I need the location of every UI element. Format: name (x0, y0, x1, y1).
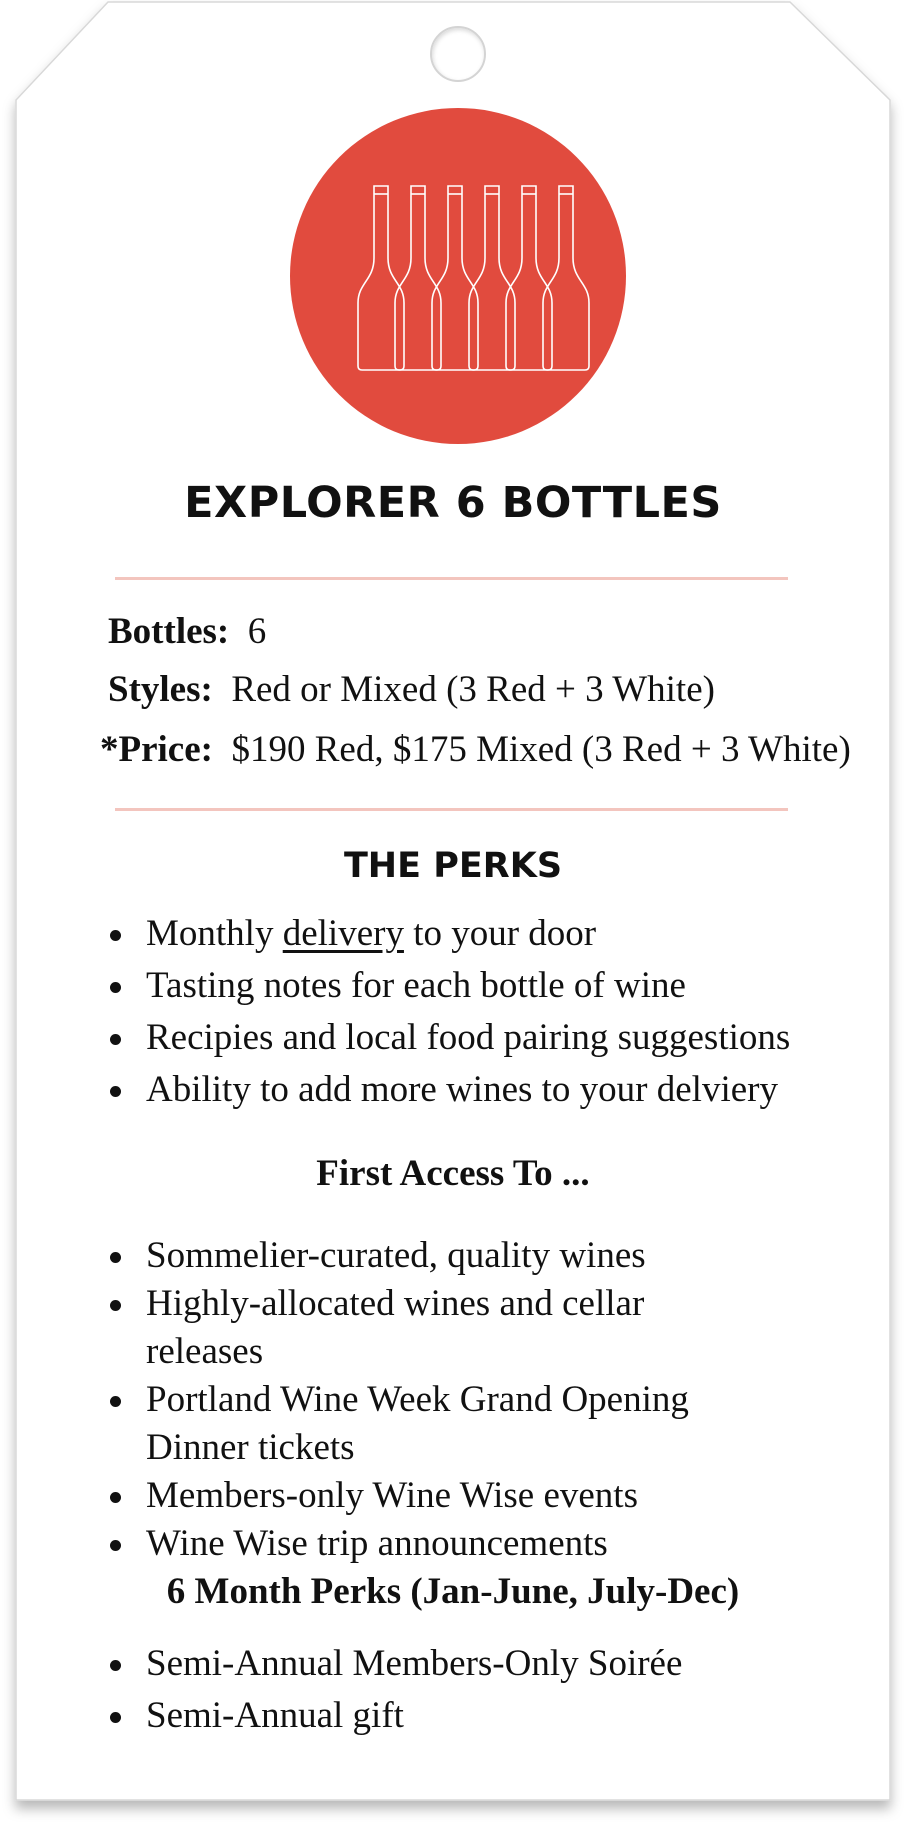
spec-bottles (108, 610, 266, 653)
spec-styles-label: Styles: (108, 669, 213, 710)
list-item: Wine Wise trip announcements (102, 1520, 742, 1568)
spec-price-value: $190 Red, $175 Mixed (3 Red + 3 White) (231, 729, 851, 770)
list-item: Semi-Annual Members-Only Soirée (102, 1640, 822, 1688)
six-month-heading: 6 Month Perks (Jan-June, July-Dec) (166, 1571, 740, 1612)
first-access-heading: First Access To ... (316, 1153, 590, 1194)
spec-bottles-label: Bottles: (108, 611, 230, 652)
delivery-link[interactable]: delivery (282, 913, 404, 954)
six-month-list (102, 1640, 822, 1744)
list-item: Members-only Wine Wise events (102, 1472, 742, 1520)
plan-title: EXPLORER 6 BOTTLES (184, 478, 722, 528)
list-item: Recipies and local food pairing suggestions (102, 1014, 822, 1062)
six-wine-bottles-icon (290, 108, 626, 444)
list-item: Portland Wine Week Grand Opening Dinner tickets (102, 1376, 742, 1472)
first-access-list (102, 1232, 742, 1568)
perks-list (102, 910, 822, 1118)
divider-bottom (115, 808, 788, 811)
perks-heading: THE PERKS (343, 846, 563, 886)
tag-hole (430, 26, 486, 82)
spec-styles (108, 668, 715, 711)
list-item: Monthly delivery to your door (102, 910, 822, 958)
spec-price (100, 728, 851, 771)
bottle-badge (290, 108, 626, 444)
spec-bottles-value: 6 (247, 611, 267, 652)
divider-top (115, 577, 788, 580)
spec-price-label: *Price: (100, 729, 213, 770)
spec-styles-value: Red or Mixed (3 Red + 3 White) (231, 669, 715, 710)
list-item: Tasting notes for each bottle of wine (102, 962, 822, 1010)
list-item: Highly-allocated wines and cellar releases (102, 1280, 742, 1376)
list-item: Ability to add more wines to your delviery (102, 1066, 822, 1114)
list-item: Sommelier-curated, quality wines (102, 1232, 742, 1280)
list-item: Semi-Annual gift (102, 1692, 822, 1740)
